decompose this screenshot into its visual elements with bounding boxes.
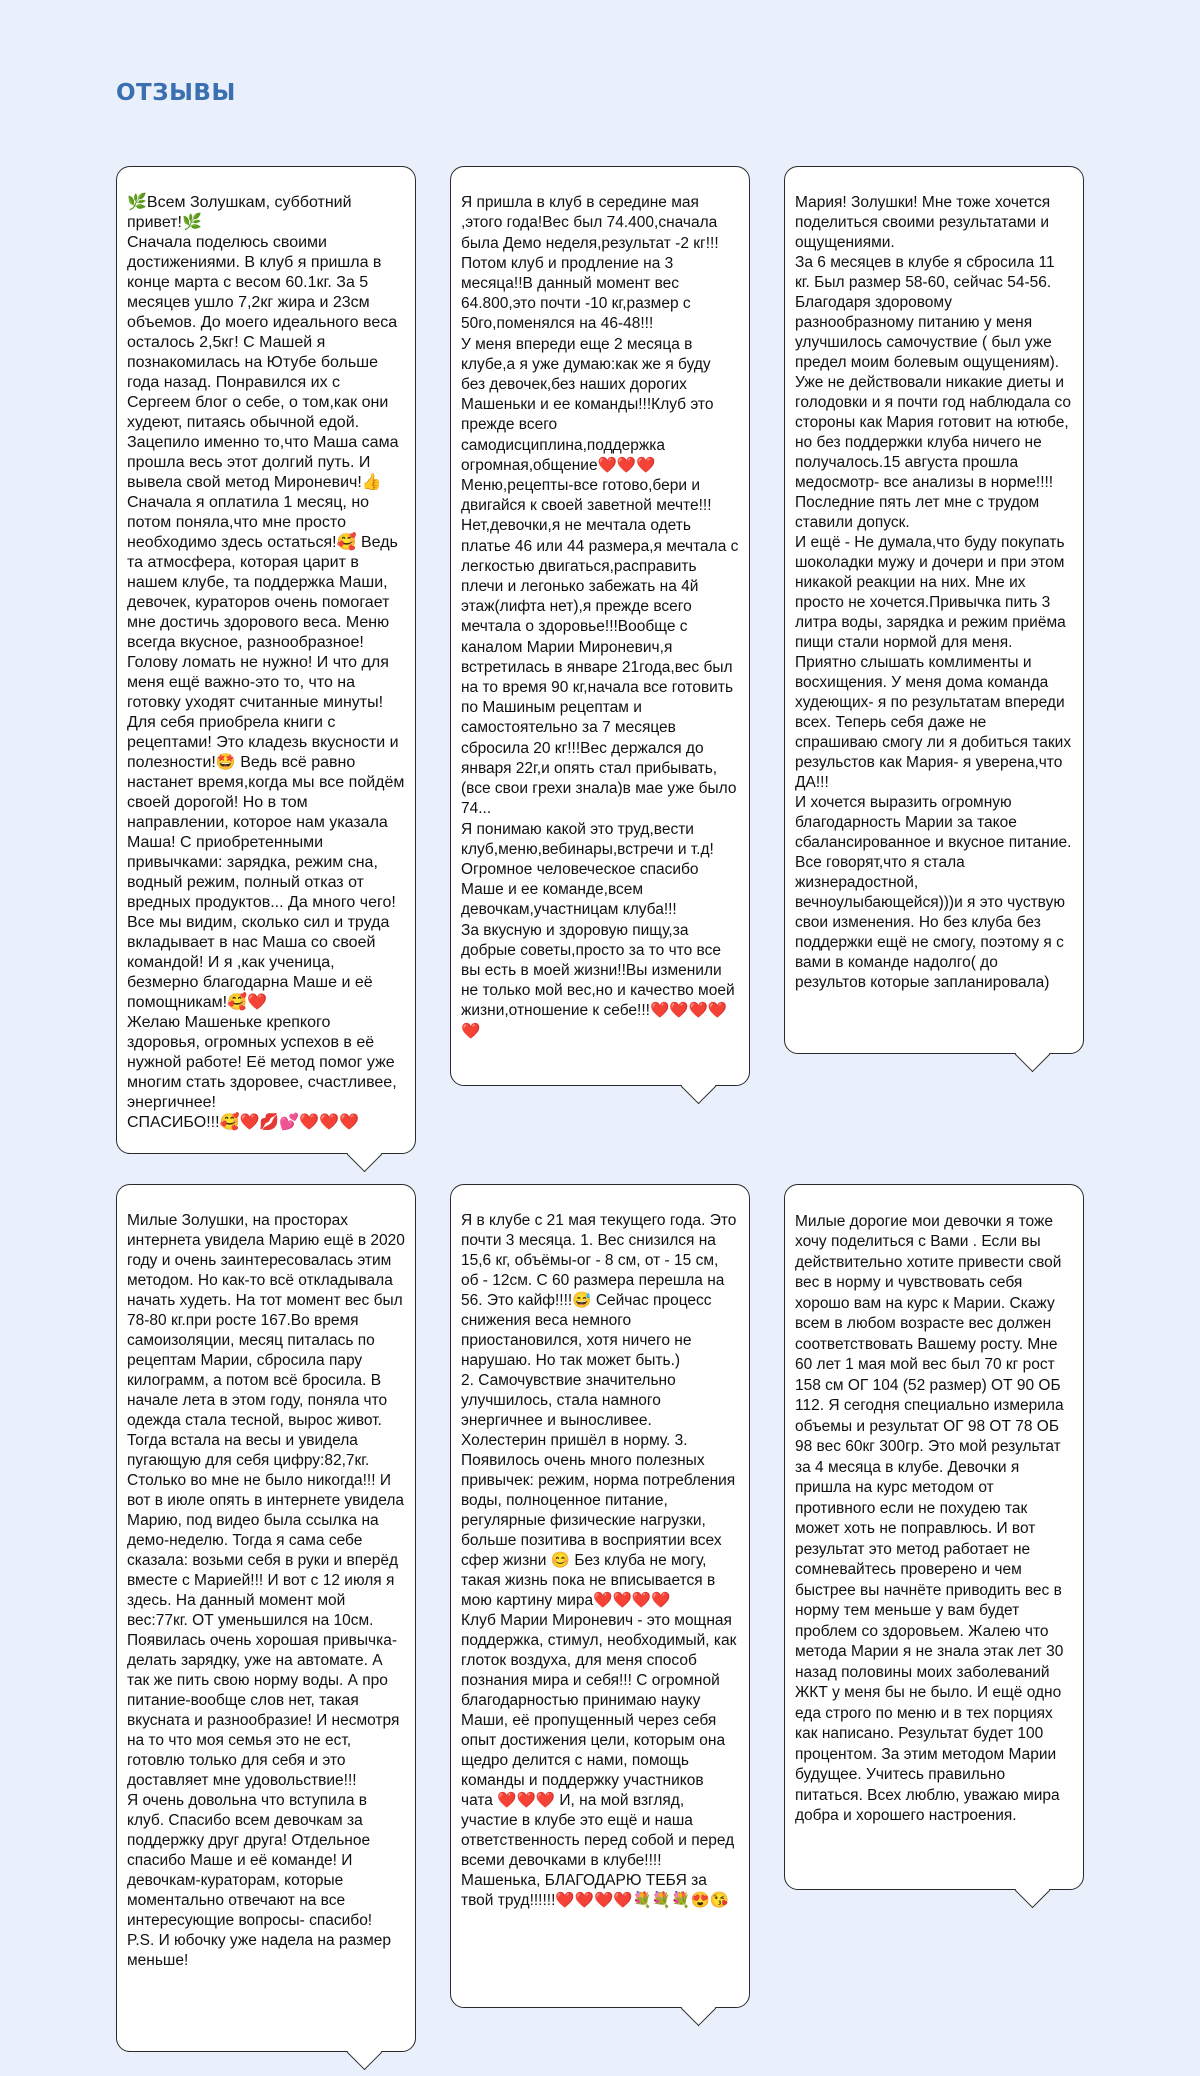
review-card-6 (784, 1184, 1084, 1890)
review-card-5 (450, 1184, 750, 2008)
review-text: Я в клубе с 21 мая текущего года. Это почти 3 месяца. 1. Вес снизился на 15,6 кг, объёмы-ог - 8 см, от - 15 см, об - 12см. С 60 размера перешла на 56. Это кайф!!!!😅 Сейчас процесс снижения веса немного приостановился, хотя ничего не нарушаю. Но так может быть.) 2. Самочувствие значительно улучшилось, стала намного энергичнее и выносливее. Холестерин пришёл в норму. 3. Появилось очень много полезных привычек: режим, норма потребления воды, полноценное питание, регулярные физические нагрузки, больше позитива в восприятии всех сфер жизни 😊 Без клуба не могу, такая жизнь пока не вписывается в мою картину мира❤️❤️❤️❤️ Клуб Марии Мироневич - это мощная поддержка, стимул, необходимый, как глоток воздуха, для меня способ познания мира и себя!!! С огромной благодарностью принимаю науку Маши, её пропущенный через себя опыт достижения цели, которым она щедро делится с нами, помощь команды и поддержку участников чата ❤️❤️❤️ И, на мой взгляд, участие в клубе это ещё и наша ответственность перед собой и перед всеми девочками в клубе!!!! Машенька, БЛАГОДАРЮ ТЕБЯ за твой труд!!!!!!❤️❤️❤️❤️💐💐💐😍😘 (461, 1212, 737, 1909)
review-card-1 (116, 166, 416, 1154)
review-text: Милые Золушки, на просторах интернета увидела Марию ещё в 2020 году и очень заинтересовалась этим методом. Но как-то всё откладывала начать худеть. На тот момент вес был 78-80 кг.при росте 167.Во время самоизоляции, месяц питалась по рецептам Марии, сбросила пару килограмм, а потом всё бросила. В начале лета в этом году, поняла что одежда стала тесной, вырос живот. Тогда встала на весы и увидела пугающую для себя цифру:82,7кг. Столько во мне не было никогда!!! И вот в июле опять в интернете увидела Марию, под видео была ссылка на демо-неделю. Тогда я сама себе сказала: возьми себя в руки и вперёд вместе с Марией!!! И вот с 12 июля я здесь. На данный момент мой вес:77кг. ОТ уменьшился на 10см. Появилась очень хорошая привычка-делать зарядку, уже на автомате. А так же пить свою норму воды. А про питание-вообще слов нет, такая вкусната и разнообразие! И несмотря на то что моя семья это не ест, готовлю только для себя и это доставляет мне удовольствие!!! Я очень довольна что вступила в клуб. Спасибо всем девочкам за поддержку друг друга! Отдельное спасибо Маше и её команде! И девочкам-кураторам, которые моментально отвечают на все интересующие вопросы- спасибо! P.S. И юбочку уже надела на размер меньше! (127, 1212, 405, 1969)
review-card-2 (450, 166, 750, 1086)
review-text: 🌿Всем Золушкам, субботний привет!🌿 Сначала поделюсь своими достижениями. В клуб я пришла в конце марта с весом 60.1кг. За 5 месяцев ушло 7,2кг жира и 23см объемов. До моего идеального веса осталось 2,5кг! С Машей я познакомилась на Ютубе больше года назад. Понравился их с Сергеем блог о себе, о том,как они худеют, питаясь обычной едой. Зацепило именно то,что Маша сама прошла весь этот долгий путь. И вывела свой метод Мироневич!👍 Сначала я оплатила 1 месяц, но потом поняла,что мне просто необходимо здесь остаться!🥰 Ведь та атмосфера, которая царит в нашем клубе, та поддержка Маши, девочек, кураторов очень помогает мне достичь здорового веса. Меню всегда вкусное, разнообразное! Голову ломать не нужно! И что для меня ещё важно-это то, что на готовку уходят считанные минуты! Для себя приобрела книги с рецептами! Это кладезь вкусности и полезности!🤩 Ведь всё равно настанет время,когда мы все пойдём своей дорогой! Но в том направлении, которое нам указала Маша! С приобретенными привычками: зарядка, режим сна, водный режим, полный отказ от вредных продуктов... Да много чего! Все мы видим, сколько сил и труда вкладывает в нас Маша со своей командой! И я ,как ученица, безмерно благодарна Маше и её помощникам!🥰❤️ Желаю Машеньке крепкого здоровья, огромных успехов в её нужной работе! Её метод помог уже многим стать здоровее, счастливее, энергичнее! СПАСИБО!!!🥰❤️💋💕❤️❤️❤️ (127, 194, 405, 1131)
review-card-3 (784, 166, 1084, 1054)
page-title: ОТЗЫВЫ (116, 80, 236, 106)
review-text: Я пришла в клуб в середине мая ,этого года!Вес был 74.400,сначала была Демо неделя,результат -2 кг!!! Потом клуб и продление на 3 месяца!!В данный момент вес 64.800,это почти -10 кг,размер с 50го,поменялся на 46-48!!! У меня впереди еще 2 месяца в клубе,а я уже думаю:как же я буду без девочек,без наших дорогих Машеньки и ее команды!!!Клуб это прежде всего самодисциплина,поддержка огромная,общение❤️❤️❤️ Меню,рецепты-все готово,бери и двигайся к своей заветной мечте!!!Нет,девочки,я не мечтала одеть платье 46 или 44 размера,я мечтала с легкостью двигаться,расправить плечи и легонько забежать на 4й этаж(лифта нет),я прежде всего мечтала о здоровье!!!Вообще с каналом Марии Мироневич,я встретилась в январе 21года,вес был на то время 90 кг,начала все готовить по Машиным рецептам и самостоятельно за 7 месяцев сбросила 20 кг!!!Вес держался до января 22г,и опять стал прибывать,(все свои грехи знала)в мае уже было 74... Я понимаю какой это труд,вести клуб,меню,вебинары,встречи и т.д!Огромное человеческое спасибо Маше и ее команде,всем девочкам,участницам клуба!!! За вкусную и здоровую пищу,за добрые советы,просто за то что все вы есть в моей жизни!!Вы изменили не только мой вес,но и качество моей жизни,отношение к себе!!!❤️❤️❤️❤️❤️ (461, 194, 739, 1040)
review-text: Мария! Золушки! Мне тоже хочется поделиться своими результатами и ощущениями. За 6 месяцев в клубе я сбросила 11 кг. Был размер 58-60, сейчас 54-56. Благодаря здоровому разнообразному питанию у меня улучшилось самочуствие ( был уже предел моим болевым ощущениям). Уже не действовали никакие диеты и голодовки и я почти год наблюдала со стороны как Мария готовит на ютюбе, но без поддержки клуба ничего не получалось.15 августа прошла медосмотр- все анализы в норме!!!! Последние пять лет мне с трудом ставили допуск. И ещё - Не думала,что буду покупать шоколадки мужу и дочери и при этом никакой реакции на них. Мне их просто не хочется.Привычка пить 3 литра воды, зарядка и режим приёма пищи стали нормой для меня. Приятно слышать комлименты и восхищения. У меня дома команда худеющих- я по результатам впереди всех. Теперь себя даже не спрашиваю смогу ли я добиться таких резульстов как Мария- я уверена,что ДА!!! И хочется выразить огромную благодарность Марии за такое сбалансированное и вкусное питание. Все говорят,что я стала жизнерадостной, вечноулыбающейся)))и я это чуствую свои изменения. Но без клуба без поддержки ещё не смогу, поэтому я с вами в команде надолго( до результов которые запланировала) (795, 194, 1072, 991)
review-text: Милые дорогие мои девочки я тоже хочу поделиться с Вами . Если вы действительно хотите привести свой вес в норму и чувствовать себя хорошо вам на курс к Марии. Скажу всем в любом возрасте вес должен соответствовать Вашему росту. Мне 60 лет 1 мая мой вес был 70 кг рост 158 см ОГ 104 (52 размер) ОТ 90 ОБ 112. Я сегодня специально измерила объемы и результат ОГ 98 ОТ 78 ОБ 98 вес 60кг 300гр. Это мой результат за 4 месяца в клубе. Девочки я пришла на курс методом от противного если не похудею так может хоть не поправлюсь. И вот результат это метод работает не сомневайтесь проверено и чем быстрее вы начнёте приводить вес в норму тем меньше у вам будет проблем со здоровьем. Жалею что метода Марии я не знала этак лет 30 назад половины моих заболеваний ЖКТ у меня бы не было. И ещё одно еда строго по меню и в тех порциях как написано. Результат будет 100 процентом. За этим методом Марии будущее. Учитесь правильно питаться. Всех люблю, уважаю мира добра и хорошего настроения. (795, 1212, 1064, 1824)
review-card-4 (116, 1184, 416, 2052)
